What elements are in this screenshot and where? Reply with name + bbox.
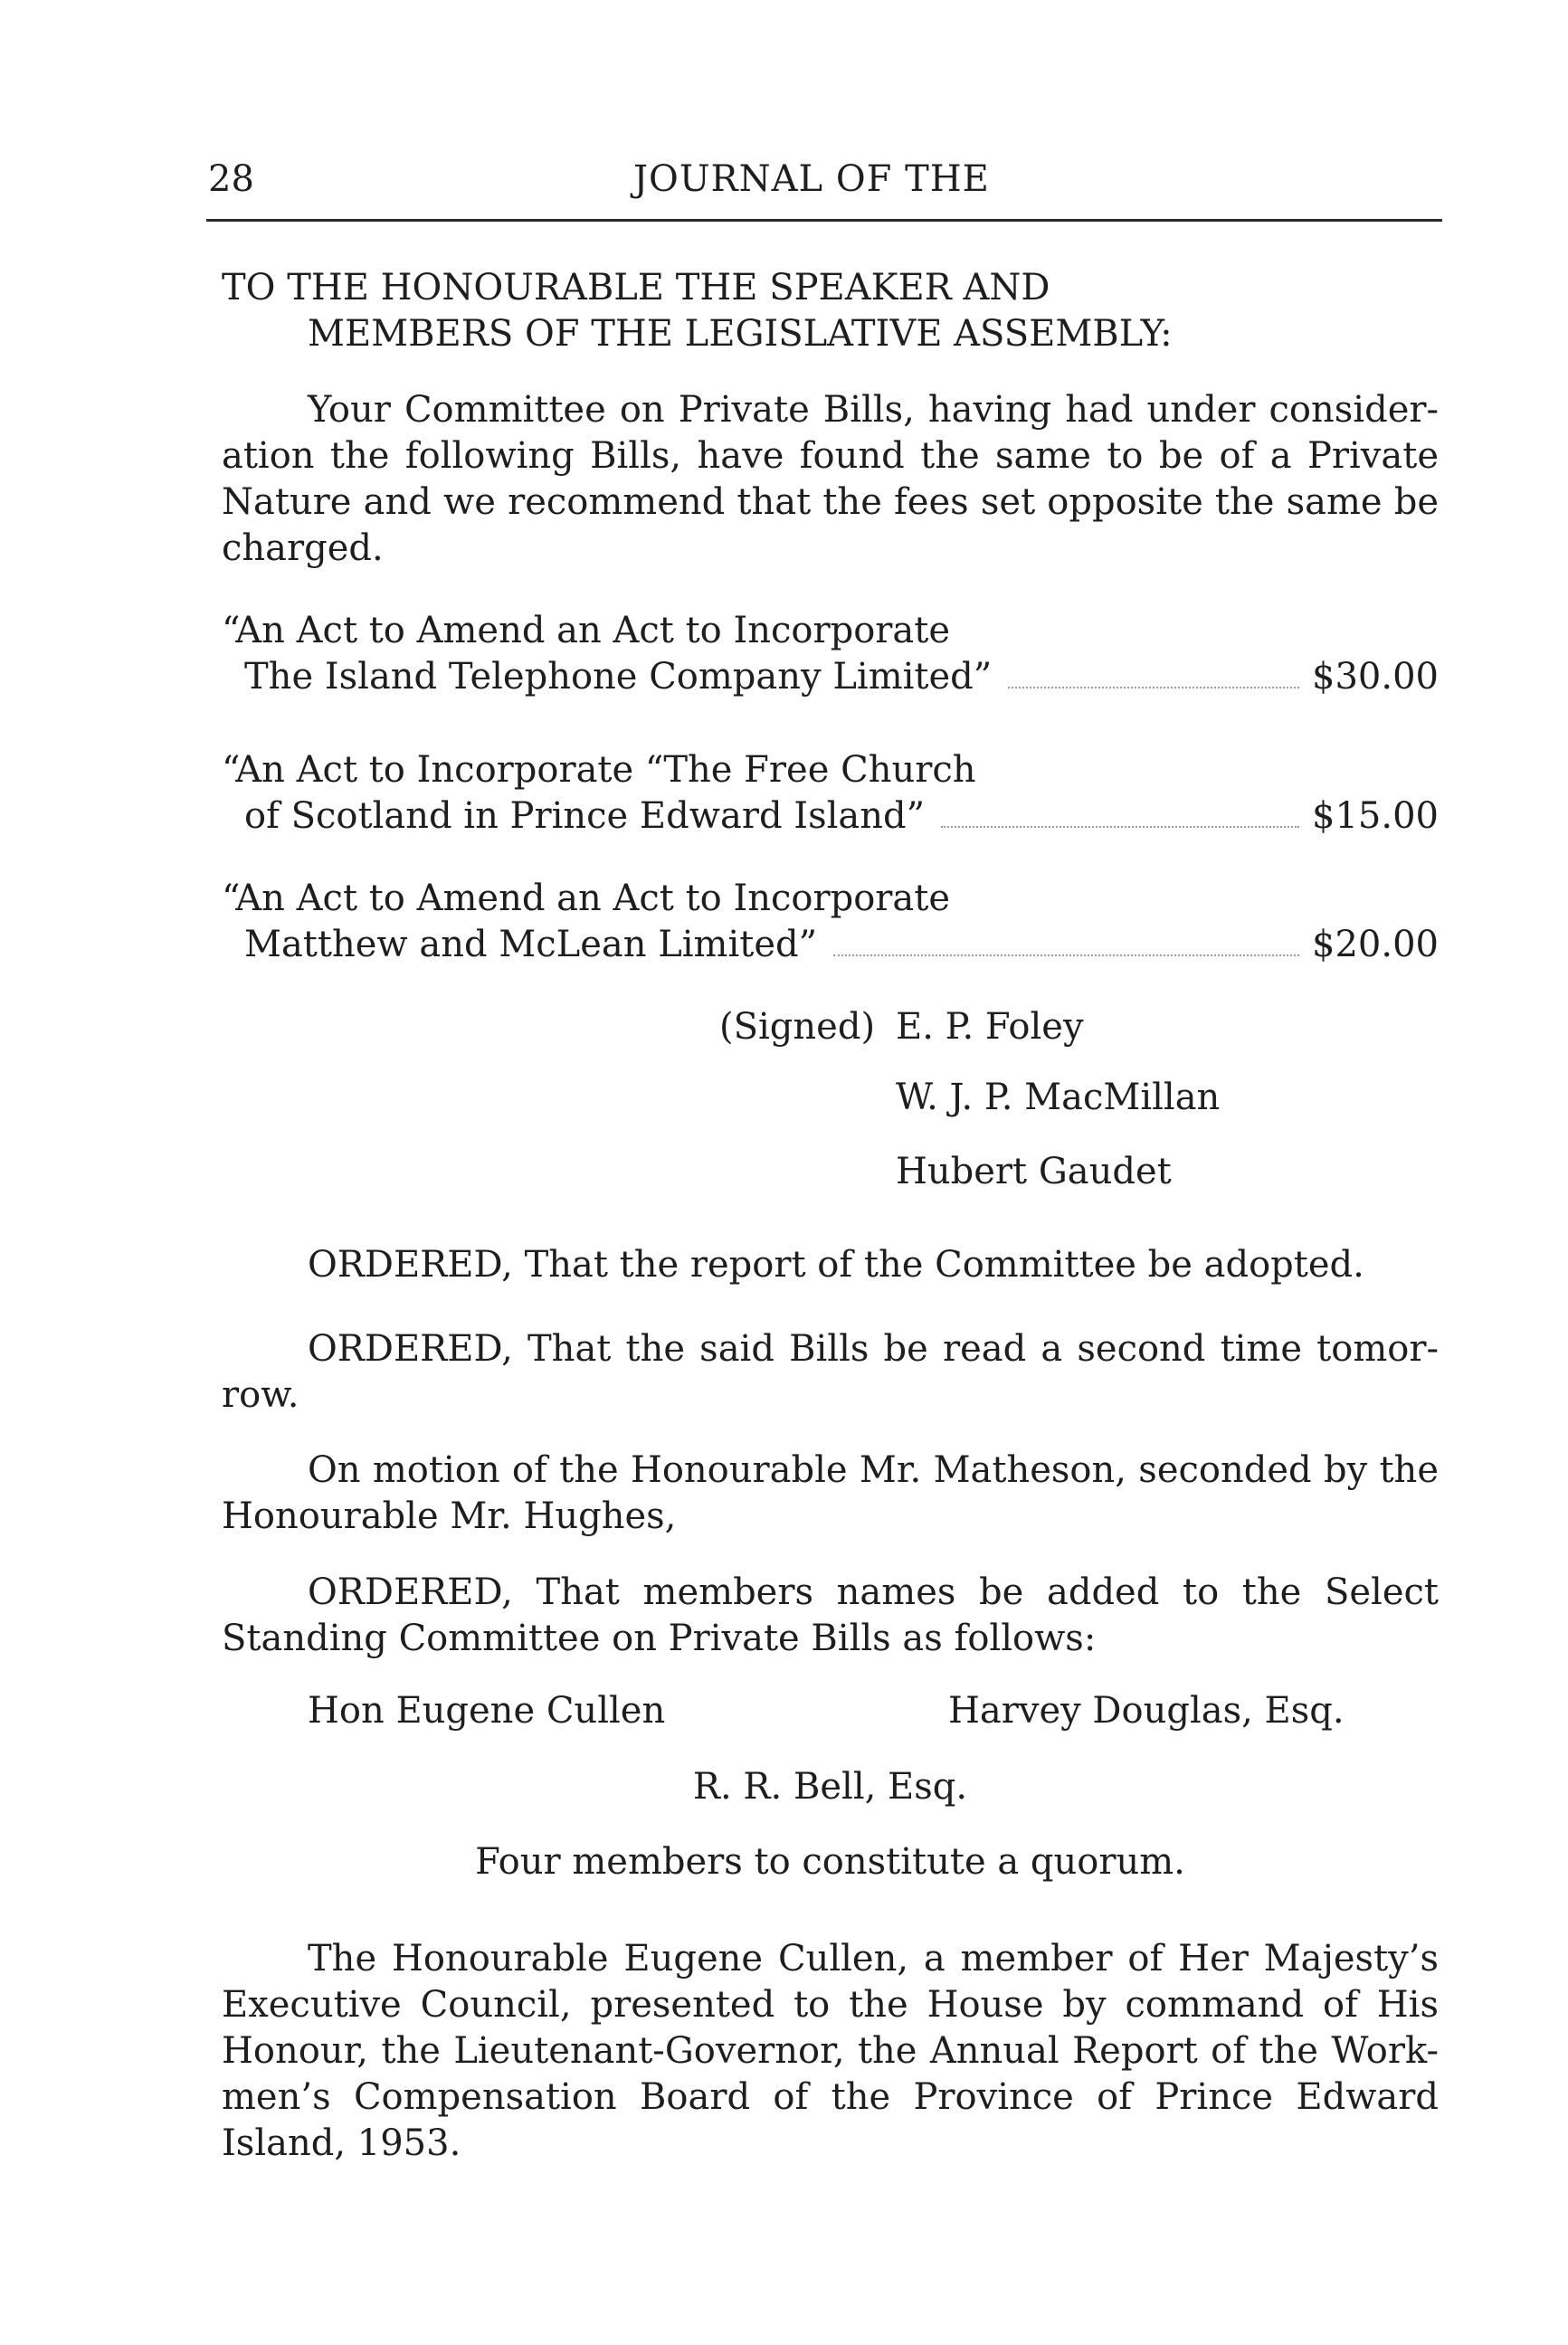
paragraph-line: men’s Compensation Board of the Province of Prince Edward <box>222 2076 1439 2118</box>
bill-item <box>222 747 1439 840</box>
bill-title-line-2: of Scotland in Prince Edward Island” <box>244 795 926 837</box>
dot-leader <box>833 954 1299 956</box>
report-line: ation the following Bills, have found the same to be of a Private <box>222 435 1439 477</box>
member-name: Harvey Douglas, Esq. <box>948 1690 1345 1732</box>
member-name: R. R. Bell, Esq. <box>692 1766 968 1808</box>
closing-paragraph <box>222 1936 1439 2167</box>
ordered-second-reading <box>222 1326 1439 1419</box>
bill-fee: $15.00 <box>1312 795 1439 837</box>
paragraph-line: ORDERED, That members names be added to the Select <box>308 1571 1439 1613</box>
paragraph-line: Executive Council, presented to the House by command of His <box>222 1984 1439 2026</box>
paragraph-line: Island, 1953. <box>222 2122 461 2164</box>
paragraph-line: row. <box>222 1374 299 1416</box>
report-line: Your Committee on Private Bills, having had under consider- <box>308 389 1439 431</box>
signatory-name: Hubert Gaudet <box>896 1151 1172 1192</box>
paragraph-line: Standing Committee on Private Bills as follows: <box>222 1618 1097 1659</box>
bill-fee: $20.00 <box>1312 924 1439 965</box>
signatory-name: W. J. P. MacMillan <box>896 1077 1221 1118</box>
member-name: Hon Eugene Cullen <box>308 1690 666 1732</box>
motion-paragraph <box>222 1448 1439 1540</box>
bill-item <box>222 608 1439 700</box>
bill-title-line-2: The Island Telephone Company Limited” <box>244 656 993 698</box>
signatory-name: E. P. Foley <box>896 1006 1084 1048</box>
header-rule <box>206 219 1442 222</box>
dot-leader <box>941 825 1299 828</box>
bill-title-line-1: “An Act to Amend an Act to Incorporate <box>222 878 951 919</box>
ordered-members <box>222 1570 1439 1662</box>
paragraph-line: The Honourable Eugene Cullen, a member of Her Majesty’s <box>308 1938 1439 1979</box>
bill-fee: $30.00 <box>1312 656 1439 698</box>
page-number: 28 <box>208 158 254 200</box>
bill-title-line-1: “An Act to Amend an Act to Incorporate <box>222 610 951 651</box>
ordered-adopted: ORDERED, That the report of the Committee be adopted. <box>308 1244 1364 1286</box>
paragraph-line: ORDERED, That the said Bills be read a second time tomor- <box>308 1328 1439 1370</box>
report-line: charged. <box>222 527 384 569</box>
dot-leader <box>1008 686 1299 688</box>
bill-item <box>222 876 1439 968</box>
paragraph-line: On motion of the Honourable Mr. Matheson, seconded by the <box>308 1449 1439 1491</box>
quorum-note: Four members to constitute a quorum. <box>475 1841 1185 1883</box>
report-line: Nature and we recommend that the fees set opposite the same be <box>222 481 1439 523</box>
report-paragraph <box>222 387 1439 572</box>
address-line-2: MEMBERS OF THE LEGISLATIVE ASSEMBLY: <box>308 313 1173 355</box>
address-line-1: TO THE HONOURABLE THE SPEAKER AND <box>222 267 1050 309</box>
signed-label: (Signed) <box>719 1006 876 1048</box>
paragraph-line: Honourable Mr. Hughes, <box>222 1495 677 1537</box>
paragraph-line: Honour, the Lieutenant-Governor, the Annual Report of the Work- <box>222 2030 1439 2072</box>
bill-title-line-2: Matthew and McLean Limited” <box>244 924 818 965</box>
bill-title-line-1: “An Act to Incorporate “The Free Church <box>222 749 976 791</box>
running-title: JOURNAL OF THE <box>633 158 990 200</box>
